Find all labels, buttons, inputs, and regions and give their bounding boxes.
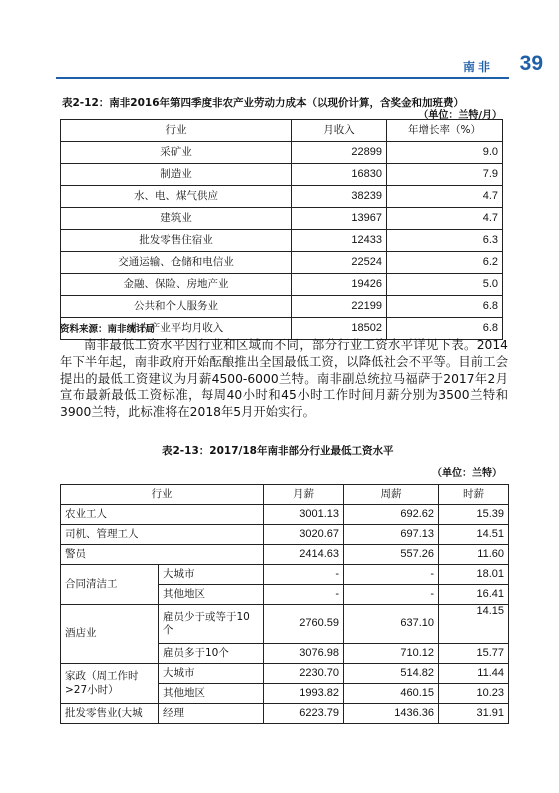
weekly-cell: 692.62 <box>344 505 439 525</box>
sub-label: 其他地区 <box>159 684 264 704</box>
monthly-cell: 3076.98 <box>264 644 344 664</box>
table-row <box>61 565 509 585</box>
labor-cost-rows <box>61 142 503 340</box>
table-row <box>61 296 503 318</box>
table-row <box>61 664 509 684</box>
table-row <box>61 545 509 565</box>
industry-cell: 采矿业 <box>61 142 292 164</box>
sub-label: 雇员少于或等于10个 <box>159 605 264 644</box>
monthly-income-cell: 19426 <box>292 274 387 296</box>
growth-rate-cell: 6.2 <box>387 252 503 274</box>
weekly-cell: - <box>344 585 439 605</box>
table-row <box>61 186 503 208</box>
growth-rate-cell: 4.7 <box>387 186 503 208</box>
hourly-cell: 15.39 <box>439 505 509 525</box>
column-header: 行业 <box>61 120 292 142</box>
monthly-income-cell: 38239 <box>292 186 387 208</box>
monthly-income-cell: 12433 <box>292 230 387 252</box>
table-row <box>61 605 509 644</box>
growth-rate-cell: 9.0 <box>387 142 503 164</box>
monthly-cell: 6223.79 <box>264 704 344 724</box>
row-label: 农业工人 <box>61 505 264 525</box>
sub-label: 大城市 <box>159 664 264 684</box>
table-row <box>61 505 509 525</box>
growth-rate-cell: 7.9 <box>387 164 503 186</box>
table2-unit: （单位：兰特） <box>432 468 502 479</box>
weekly-cell: 697.13 <box>344 525 439 545</box>
monthly-income-cell: 22899 <box>292 142 387 164</box>
row-label: 警员 <box>61 545 264 565</box>
industry-cell: 交通运输、仓储和电信业 <box>61 252 292 274</box>
body-paragraph: 南非最低工资水平因行业和区域而不同，部分行业工资水平详见下表。2014年下半年起，南非政府开始酝酿推出全国最低工资，以降低社会不平等。目前工会提出的最低工资建议为月薪4500-6000兰特。南非副总统拉马福萨于2017年2月宣布最新最低工资标准，每周40小时和45小时工作时间月薪分别为3500兰特和3900兰特，此标准将在2018年5月开始实行。 <box>60 338 508 420</box>
table-header-row <box>61 120 503 142</box>
growth-rate-cell: 4.7 <box>387 208 503 230</box>
table2-caption: 表2-13：2017/18年南非部分行业最低工资水平 <box>162 445 394 457</box>
growth-rate-cell: 6.8 <box>387 318 503 340</box>
industry-cell: 水、电、煤气供应 <box>61 186 292 208</box>
page-header <box>0 52 559 86</box>
monthly-income-cell: 22524 <box>292 252 387 274</box>
table-row <box>61 230 503 252</box>
monthly-income-cell: 22199 <box>292 296 387 318</box>
industry-cell: 建筑业 <box>61 208 292 230</box>
industry-cell: 公共和个人服务业 <box>61 296 292 318</box>
hourly-cell: 11.44 <box>439 664 509 684</box>
page-number: 39 <box>519 52 543 75</box>
weekly-cell: 514.82 <box>344 664 439 684</box>
column-header: 月薪 <box>264 485 344 505</box>
hourly-cell: 16.41 <box>439 585 509 605</box>
hourly-cell: 10.23 <box>439 684 509 704</box>
growth-rate-cell: 5.0 <box>387 274 503 296</box>
row-label: 司机、管理工人 <box>61 525 264 545</box>
group-label: 酒店业 <box>61 605 159 664</box>
hourly-cell: 31.91 <box>439 704 509 724</box>
monthly-income-cell: 18502 <box>292 318 387 340</box>
industry-cell: 非农产业平均月收入 <box>61 318 292 340</box>
table-row <box>61 208 503 230</box>
table-header-row <box>61 485 509 505</box>
growth-rate-cell: 6.8 <box>387 296 503 318</box>
growth-rate-cell: 6.3 <box>387 230 503 252</box>
table-row <box>61 164 503 186</box>
weekly-cell: 637.10 <box>344 605 439 644</box>
hourly-cell: 14.15 <box>439 605 509 644</box>
table-row <box>61 142 503 164</box>
minimum-wage-table <box>60 484 509 724</box>
industry-cell: 制造业 <box>61 164 292 186</box>
monthly-income-cell: 13967 <box>292 208 387 230</box>
table-row <box>61 704 509 724</box>
monthly-cell: - <box>264 565 344 585</box>
table1-unit: （单位：兰特/月） <box>418 110 502 121</box>
monthly-cell: 3001.13 <box>264 505 344 525</box>
weekly-cell: 1436.36 <box>344 704 439 724</box>
group-label: 批发零售业(大城 <box>61 704 159 724</box>
monthly-cell: 2414.63 <box>264 545 344 565</box>
hourly-cell: 14.51 <box>439 525 509 545</box>
monthly-income-cell: 16830 <box>292 164 387 186</box>
monthly-cell: 2760.59 <box>264 605 344 644</box>
table-row <box>61 274 503 296</box>
monthly-cell: 3020.67 <box>264 525 344 545</box>
weekly-cell: 710.12 <box>344 644 439 664</box>
column-header: 月收入 <box>292 120 387 142</box>
monthly-cell: - <box>264 585 344 605</box>
industry-cell: 批发零售住宿业 <box>61 230 292 252</box>
sub-label: 雇员多于10个 <box>159 644 264 664</box>
table-row <box>61 525 509 545</box>
sub-label: 其他地区 <box>159 585 264 605</box>
column-header: 时薪 <box>439 485 509 505</box>
column-header: 行业 <box>61 485 264 505</box>
column-header: 年增长率（%） <box>387 120 503 142</box>
group-label: 家政（周工作时>27小时） <box>61 664 159 704</box>
sub-label: 大城市 <box>159 565 264 585</box>
table1-caption: 表2-12：南非2016年第四季度非农产业劳动力成本（以现价计算，含奖金和加班费） <box>62 97 464 109</box>
weekly-cell: - <box>344 565 439 585</box>
monthly-cell: 1993.82 <box>264 684 344 704</box>
monthly-cell: 2230.70 <box>264 664 344 684</box>
running-head-country: 南非 <box>462 60 493 74</box>
column-header: 周薪 <box>344 485 439 505</box>
weekly-cell: 460.15 <box>344 684 439 704</box>
table-row <box>61 252 503 274</box>
hourly-cell: 11.60 <box>439 545 509 565</box>
sub-label: 经理 <box>159 704 264 724</box>
group-label: 合同清洁工 <box>61 565 159 605</box>
industry-cell: 金融、保险、房地产业 <box>61 274 292 296</box>
labor-cost-table <box>60 119 503 340</box>
hourly-cell: 15.77 <box>439 644 509 664</box>
table1-source: 资料来源：南非统计局 <box>60 324 156 335</box>
header-rule <box>56 77 509 79</box>
weekly-cell: 557.26 <box>344 545 439 565</box>
hourly-cell: 18.01 <box>439 565 509 585</box>
